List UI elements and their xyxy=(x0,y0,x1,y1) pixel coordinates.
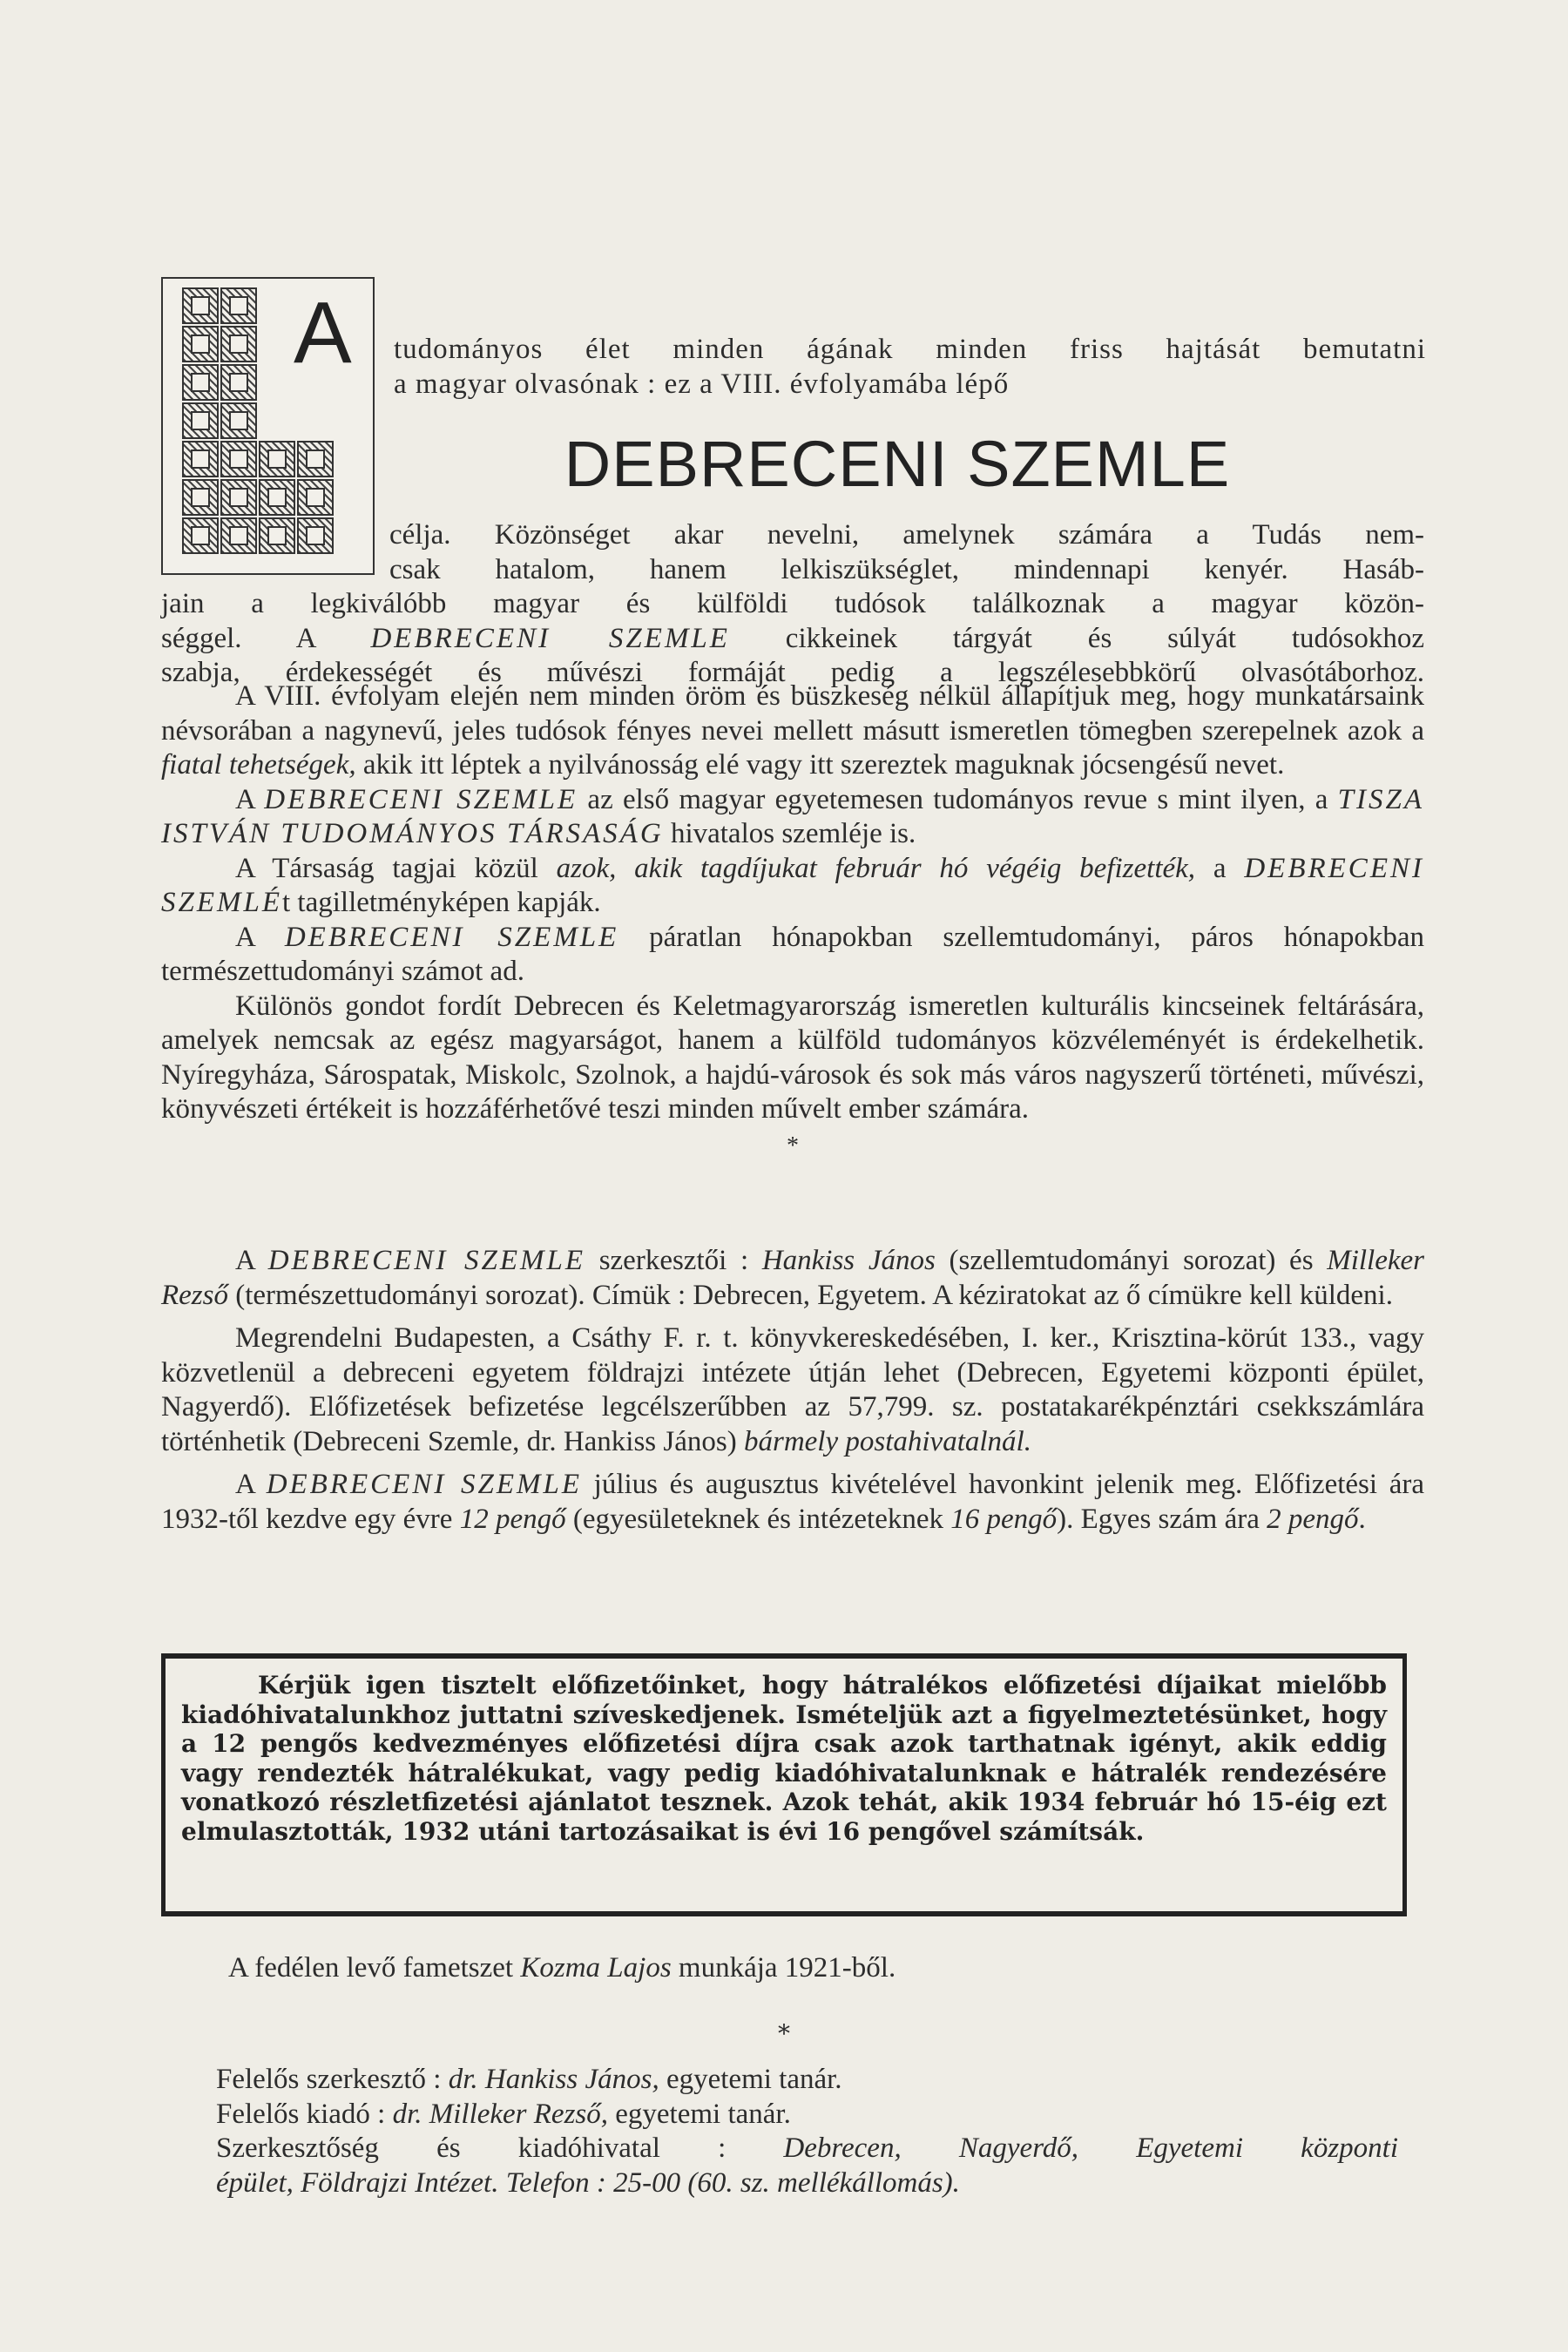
intro-line-1: tudományos élet minden ágának minden friss hajtását bemutatni xyxy=(394,334,1426,365)
editors-paragraph: A DEBRECENI SZEMLE szerkesztői : Hankiss János (szellemtudományi sorozat) és Milleker Rezső (természettudományi sorozat). Címük : Debrecen, Egyetem. A kéziratokat az ő címükre kell küldeni. xyxy=(161,1245,1424,1311)
dropcap-letter: A xyxy=(294,284,352,382)
paragraph-1: A VIII. évfolyam elején nem minden öröm és büszkeség nélkül állapítjuk meg, hogy munkatársaink névsorában a nagynevű, jeles tudósok fényes nevei mellett másutt ismeretlen tömegben szerepelnek azok a fiatal tehetségek, akik itt léptek a nyilvánosság elé vagy itt szereztek maguknak jócsengésű nevet. xyxy=(161,680,1424,781)
intro-after-3: jain a legkiválóbb magyar és külföldi tudósok találkoznak a magyar közön- xyxy=(161,588,1424,619)
journal-title: DEBRECENI SZEMLE xyxy=(564,428,1231,500)
paragraph-5: Különös gondot fordít Debrecen és Keletmagyarország ismeretlen kulturális kincseinek feltárására, amelyek nemcsak az egész magyarságot, hanem a külföld tudományos közvéleményét is érdekelhetik. Nyíregyháza, Sárospatak, Miskolc, Szolnok, a hajdú-városok és sok más város nagyszerű történeti, művészi, könyvészeti értékeit is hozzáférhetővé teszi minden művelt ember számára. xyxy=(161,990,1424,1125)
price-paragraph: A DEBRECENI SZEMLE július és augusztus kivételével havonkint jelenik meg. Előfizetési ára 1932-től kezdve egy évre 12 pengő (egyesületeknek és intézeteknek 16 pengő). Egyes szám ára 2 pengő. xyxy=(161,1469,1424,1535)
paragraph-2: A DEBRECENI SZEMLE az első magyar egyetemesen tudományos revue s mint ilyen, a TISZA ISTVÁN TUDOMÁNYOS TÁRSASÁG hivatalos szemléje is. xyxy=(161,783,1424,849)
payment-notice-box xyxy=(161,1653,1407,1916)
imprint xyxy=(216,2063,1398,2200)
imprint-editor: Felelős szerkesztő : dr. Hankiss János, egyetemi tanár. xyxy=(216,2064,842,2095)
body-paragraphs xyxy=(161,679,1424,1165)
ordering-paragraph: Megrendelni Budapesten, a Csáthy F. r. t. könyvkereskedésében, I. ker., Krisztina-körút 133., vagy közvetlenül a debreceni egyetem földrajzi intézete útján lehet (Debrecen, Egyetemi központi épület, Nagyerdő). Előfizetések befizetése legcélszerűbben az 57,799. sz. postatakarékpénztári csekkszámlára történhetik (Debreceni Szemle, dr. Hankiss János) bármely postahivatalnál. xyxy=(161,1322,1424,1457)
intro-lines xyxy=(394,333,1426,402)
imprint-publisher: Felelős kiadó : dr. Milleker Rezső, egyetemi tanár. xyxy=(216,2098,791,2130)
cover-credit: A fedélen levő fametszet Kozma Lajos munkája 1921-ből. xyxy=(228,1952,896,1984)
footer-separator-star: * xyxy=(778,2019,790,2048)
intro-continuation xyxy=(161,518,1424,691)
paragraph-4: A DEBRECENI SZEMLE páratlan hónapokban szellemtudományi, páros hónapokban természettudományi számot ad. xyxy=(161,921,1424,987)
intro-after-1: célja. Közönséget akar nevelni, amelynek számára a Tudás nem- xyxy=(389,519,1424,551)
paragraph-3: A Társaság tagjai közül azok, akik tagdíjukat február hó végéig befizették, a DEBRECENI SZEMLÉt tagilletményképen kapják. xyxy=(161,852,1424,918)
intro-after-4: séggel. A DEBRECENI SZEMLE cikkeinek tárgyát és súlyát tudósokhoz xyxy=(161,622,1424,654)
intro-after-5: szabja, érdekességét és művészi formáját pedig a legszélesebbkörű olvasótáborhoz. xyxy=(161,657,1424,688)
intro-after-2: csak hatalom, hanem lelkiszükséglet, mindennapi kenyér. Hasáb- xyxy=(389,553,1424,585)
editorial-info xyxy=(161,1244,1424,1545)
section-separator-star: * xyxy=(787,1132,799,1159)
imprint-address: épület, Földrajzi Intézet. Telefon : 25-00 (60. sz. mellékállomás). xyxy=(216,2166,960,2199)
imprint-office: Szerkesztőség és kiadóhivatal : Debrecen, Nagyerdő, Egyetemi központi xyxy=(216,2132,1399,2164)
intro-line-2: a magyar olvasónak : ez a VIII. évfolyamába lépő xyxy=(394,368,1010,400)
payment-notice-text: Kérjük igen tisztelt előfizetőinket, hogy hátralékos előfizetési díjaikat mielőbb kiadóhivatalunkhoz juttatni szíveskedjenek. Ismételjük azt a figyelmeztetésünket, hogy a 12 pengős kedvezményes előfizetési díjra csak azok tarthatnak igényt, akik eddig vagy rendezték hátralékukat, vagy pedig kiadóhivatalunknak e hátralék rendezésére vonatkozó részletfizetési ajánlatot tesznek. Azok tehát, akik 1934 február hó 15-éig ezt elmulasztották, 1932 utáni tartozásaikat is évi 16 pengővel számítsák. xyxy=(181,1671,1387,1846)
